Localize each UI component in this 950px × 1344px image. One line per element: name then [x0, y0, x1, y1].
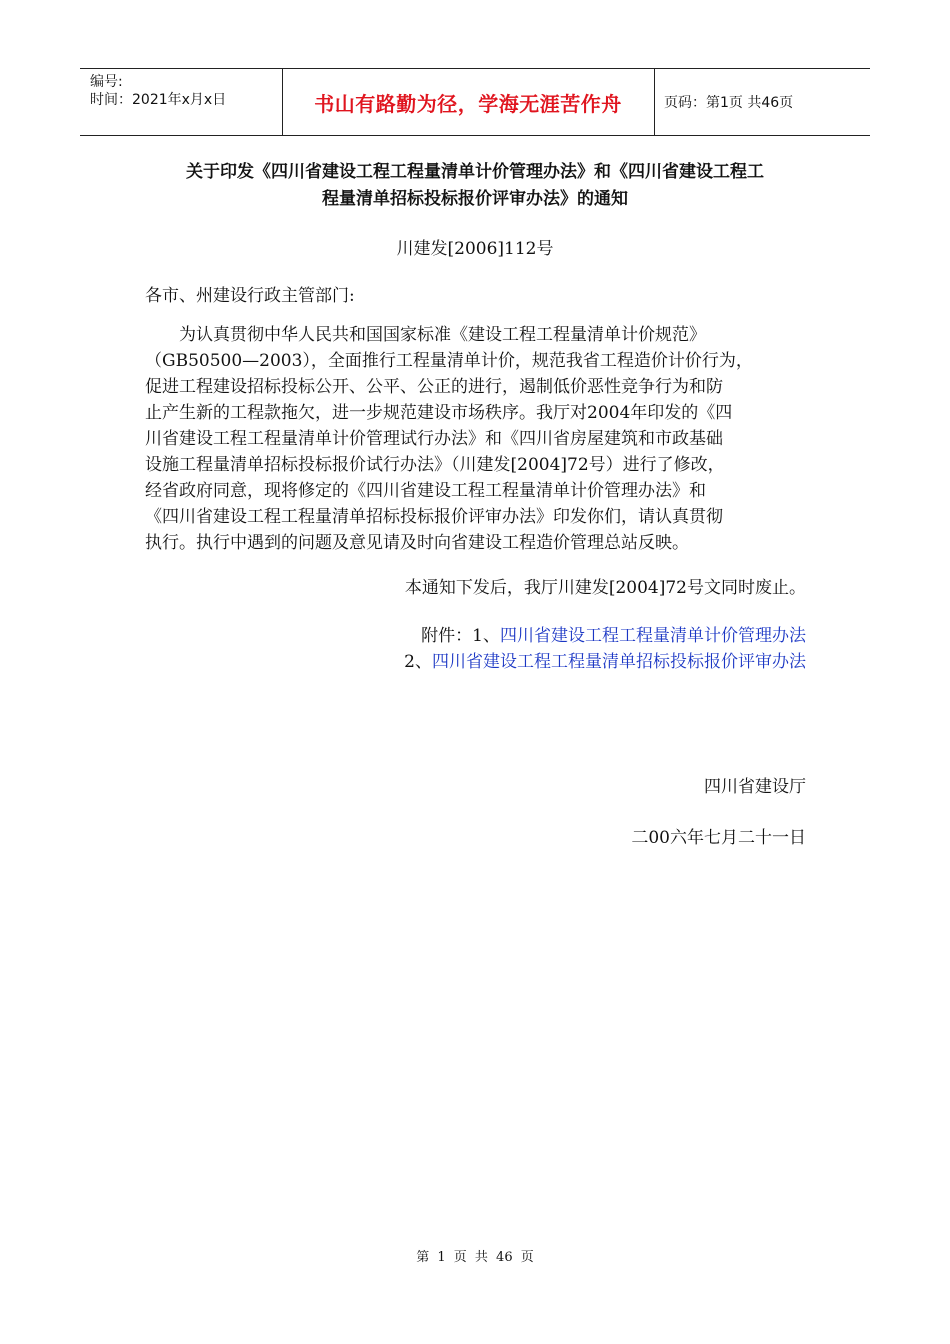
title-line-2: 程量清单招标投标报价评审办法》的通知	[322, 189, 628, 209]
header-page-info: 页码：第1页 共46页	[664, 95, 794, 111]
page-footer: 第 1 页 共 46 页	[416, 1250, 534, 1265]
document-header	[80, 68, 870, 136]
repeal-note: 本通知下发后，我厅川建发[2004]72号文同时废止。	[404, 578, 806, 598]
body-line: 设施工程量清单招标投标报价试行办法》（川建发[2004]72号）进行了修改，	[145, 455, 725, 475]
attachment-link-2[interactable]: 四川省建设工程工程量清单招标投标报价评审办法	[432, 652, 806, 672]
document-number: 川建发[2006]112号	[396, 239, 554, 259]
attachments	[404, 623, 806, 675]
body-line: 执行。执行中遇到的问题及意见请及时向省建设工程造价管理总站反映。	[145, 533, 689, 553]
attachment-label: 附件：1、	[421, 626, 500, 646]
body-line: 促进工程建设招标投标公开、公平、公正的进行，遏制低价恶性竞争行为和防	[145, 377, 723, 397]
document-title	[140, 159, 810, 213]
attachment-link-1[interactable]: 四川省建设工程工程量清单计价管理办法	[500, 626, 806, 646]
header-divider-right	[654, 69, 655, 135]
title-line-1: 关于印发《四川省建设工程工程量清单计价管理办法》和《四川省建设工程工	[186, 162, 764, 182]
salutation: 各市、州建设行政主管部门:	[145, 286, 355, 306]
body-line: （GB50500—2003），全面推行工程量清单计价，规范我省工程造价计价行为，	[145, 351, 753, 371]
body-line: 止产生新的工程款拖欠，进一步规范建设市场秩序。我厅对2004年印发的《四	[145, 403, 733, 423]
header-meta	[90, 73, 226, 109]
body-paragraph	[145, 322, 810, 556]
body-line: 经省政府同意，现将修定的《四川省建设工程工程量清单计价管理办法》和	[145, 481, 706, 501]
body-line: 为认真贯彻中华人民共和国国家标准《建设工程工程量清单计价规范》	[145, 325, 706, 345]
body-line: 川省建设工程工程量清单计价管理试行办法》和《四川省房屋建筑和市政基础	[145, 429, 723, 449]
issuer-signature: 四川省建设厅	[704, 777, 806, 797]
time-label: 时间：2021年x月x日	[90, 92, 227, 108]
serial-label: 编号:	[90, 74, 123, 90]
header-motto: 书山有路勤为径，学海无涯苦作舟	[314, 91, 622, 116]
body-line: 《四川省建设工程工程量清单招标投标报价评审办法》印发你们，请认真贯彻	[145, 507, 723, 527]
attachment-2-prefix: 2、	[404, 652, 432, 672]
issue-date: 二00六年七月二十一日	[631, 828, 806, 848]
